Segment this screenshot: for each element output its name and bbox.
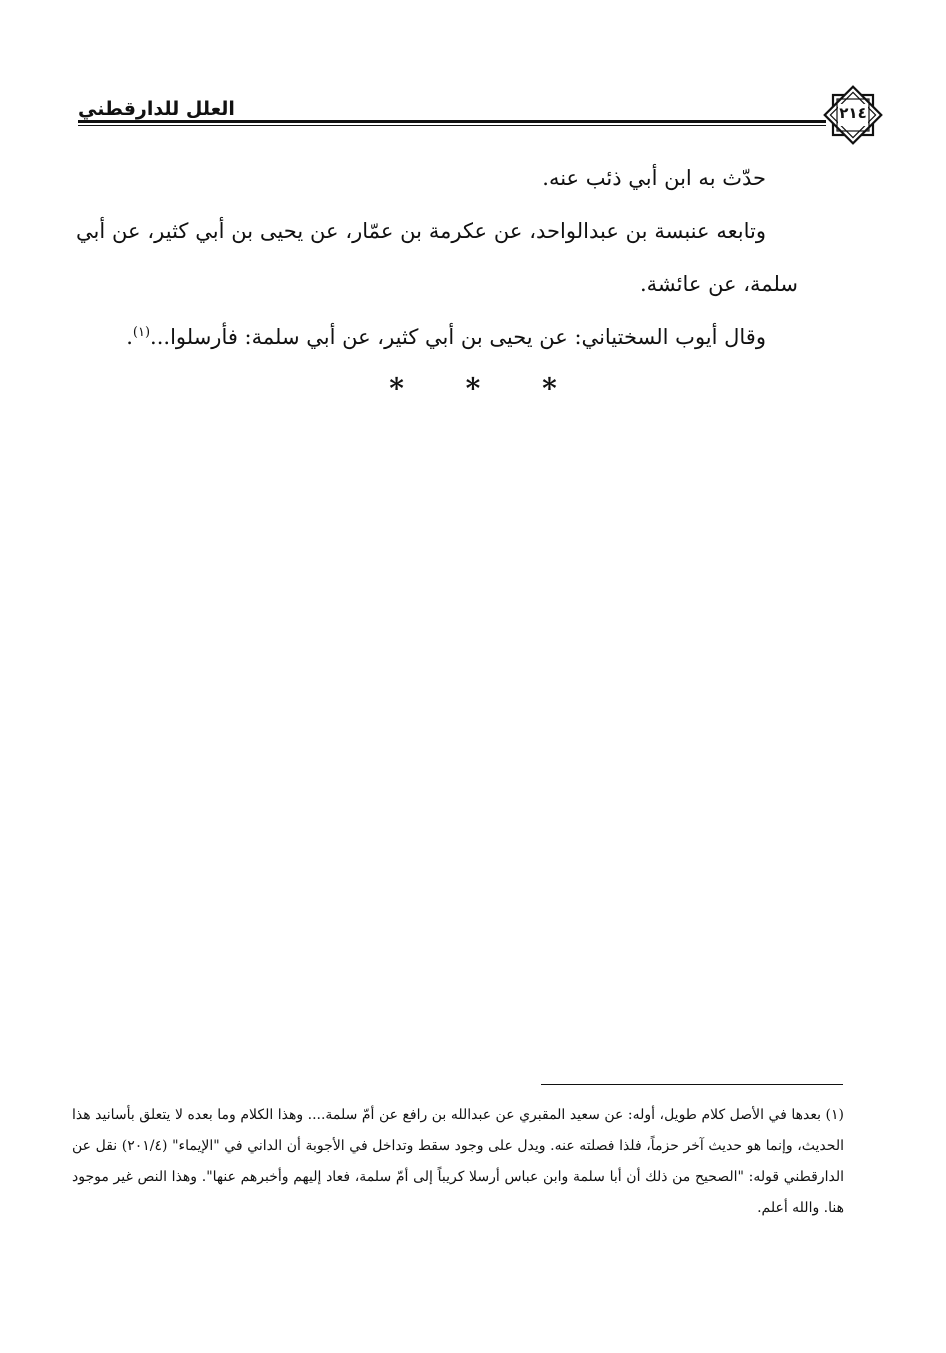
header-rule xyxy=(78,120,826,123)
footnote-rule xyxy=(541,1084,843,1085)
page-number-badge xyxy=(820,82,886,148)
header-rule-thin xyxy=(78,125,826,126)
paragraph-2: وتابعه عنبسة بن عبدالواحد، عن عكرمة بن عمّار، عن يحيى بن أبي كثير، عن أبي سلمة، عن عائشة. xyxy=(76,219,798,296)
running-title: العلل للدارقطني xyxy=(78,98,235,120)
paragraph-1: حدّث به ابن أبي ذئب عنه. xyxy=(542,166,766,190)
page-number: ٢١٤ xyxy=(839,104,867,122)
footnote-reference: (١) xyxy=(132,325,151,340)
paragraph-3-period: . xyxy=(126,325,133,349)
paragraph-3 xyxy=(76,311,798,364)
footnote-1: (١) بعدها في الأصل كلام طويل، أوله: عن سعيد المقبري عن عبدالله بن رافع عن أمّ سلمة.... وهذا الكلام وما بعده لا يتعلق بأسانيد هذا الحديث، وإنما هو حديث آخر حزماً، فلذا فصلته عنه. ويدل على وجود سقط وتداخل في الأجوبة أن الداني في "الإيماء" (٢٠١/٤) نقل عن الدارقطني قوله: "الصحيح من ذلك أن أبا سلمة وابن عباس أرسلا كريباً إلى أمّ سلمة، فعاد إليهم وأخبرهم عنها". وهذا النص غير موجود هنا. والله أعلم. xyxy=(72,1107,844,1216)
section-separator: * * * xyxy=(389,372,557,405)
paragraph-3-text: وقال أيوب السختياني: عن يحيى بن أبي كثير، عن أبي سلمة: فأرسلوا... xyxy=(150,325,766,349)
main-text xyxy=(76,152,798,364)
footnotes xyxy=(72,1100,844,1224)
